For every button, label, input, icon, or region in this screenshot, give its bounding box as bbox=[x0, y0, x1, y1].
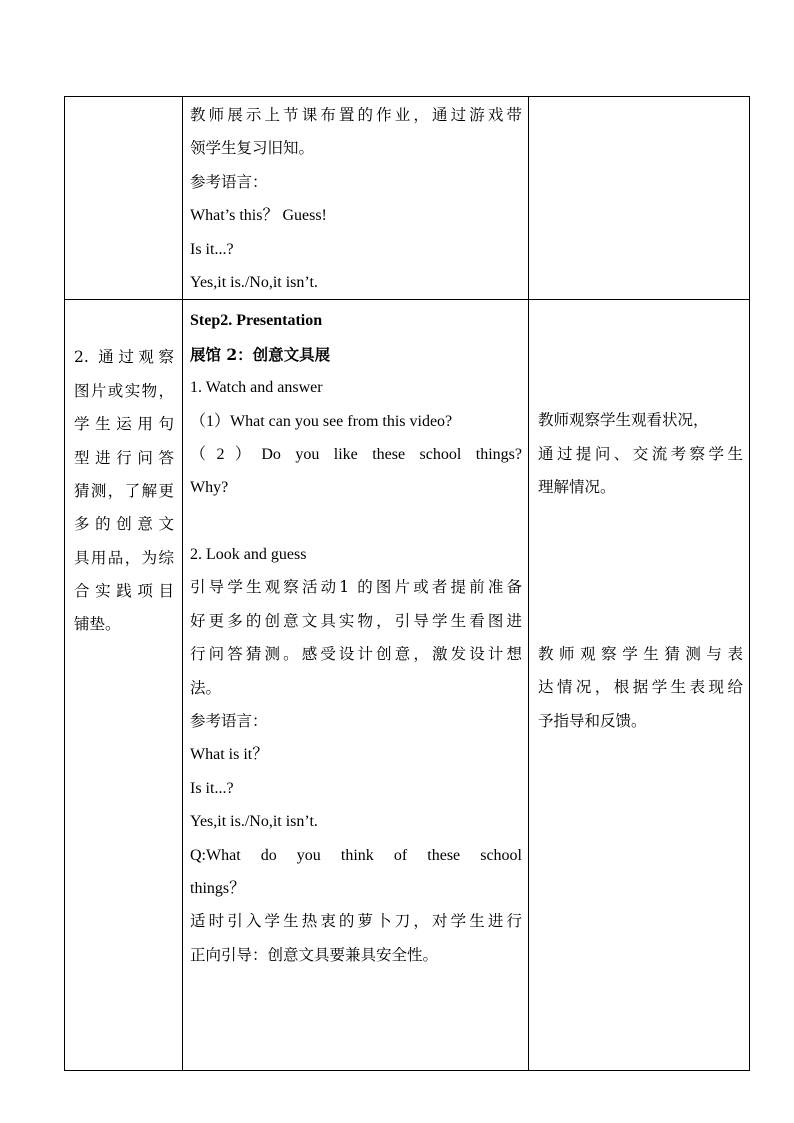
objective-cell bbox=[65, 97, 183, 300]
objective-line: 猜测，了解更 bbox=[74, 481, 174, 500]
activity-line: What’s this？ Guess! bbox=[190, 207, 327, 225]
activity-line: 参考语言： bbox=[190, 172, 268, 191]
blank-line bbox=[190, 505, 522, 538]
objective-line: 2. 通过观察 bbox=[74, 348, 174, 367]
section-title: 1. Watch and answer bbox=[190, 379, 323, 397]
safety-line: 适时引入学生热衷的萝卜刀，对学生进行 bbox=[190, 912, 522, 931]
assessment-line: 予指导和反馈。 bbox=[538, 711, 647, 730]
question-line: Q:What do you think of these school bbox=[190, 846, 522, 864]
lesson-plan-table bbox=[64, 96, 750, 1071]
activity-cell bbox=[183, 300, 529, 1071]
step-title: Step2. Presentation bbox=[190, 312, 323, 330]
guide-line: 法。 bbox=[190, 678, 222, 697]
question-line: （1）What can you see from this video? bbox=[190, 412, 453, 430]
activity-line: 教师展示上节课布置的作业，通过游戏带 bbox=[190, 106, 522, 124]
question-line: （2）Do you like these school things? bbox=[190, 445, 522, 463]
question-line: things？ bbox=[190, 879, 246, 897]
objective-line: 图片或实物， bbox=[74, 381, 174, 400]
assessment-line: 通过提问、交流考察学生 bbox=[538, 444, 743, 463]
activity-cell bbox=[183, 97, 529, 300]
blank-line bbox=[538, 571, 743, 604]
table-row bbox=[65, 97, 750, 300]
guide-line: 好更多的创意文具实物，引导学生看图进 bbox=[190, 611, 522, 630]
reference-line: Is it...? bbox=[190, 779, 234, 797]
objective-line: 具用品，为综 bbox=[74, 548, 174, 567]
assessment-line: 教师观察学生观看状况， bbox=[538, 411, 709, 430]
assessment-line: 教师观察学生猜测与表 bbox=[538, 645, 743, 664]
objective-line: 型进行问答 bbox=[74, 448, 174, 467]
blank-line bbox=[538, 605, 743, 638]
assessment-line: 理解情况。 bbox=[538, 478, 616, 497]
hall-title: 展馆 2：创意文具展 bbox=[190, 344, 331, 364]
reference-label: 参考语言： bbox=[190, 712, 268, 731]
objective-cell bbox=[65, 300, 183, 1071]
assessment-cell bbox=[529, 300, 750, 1071]
assessment-line: 达情况，根据学生表现给 bbox=[538, 678, 743, 697]
objective-line: 学生运用句 bbox=[74, 415, 174, 434]
guide-line: 引导学生观察活动1 的图片或者提前准备 bbox=[190, 578, 522, 597]
activity-line: Is it...? bbox=[190, 240, 234, 258]
objective-line: 铺垫。 bbox=[74, 615, 121, 634]
objective-line: 多的创意文 bbox=[74, 515, 174, 534]
safety-line: 正向引导：创意文具要兼具安全性。 bbox=[190, 945, 439, 964]
blank-line bbox=[538, 505, 743, 538]
table-row bbox=[65, 300, 750, 1071]
reference-line: What is it？ bbox=[190, 746, 269, 764]
blank-line bbox=[538, 538, 743, 571]
section-title: 2. Look and guess bbox=[190, 546, 307, 564]
reference-line: Yes,it is./No,it isn’t. bbox=[190, 813, 318, 831]
objective-line: 合实践项目 bbox=[74, 582, 174, 601]
question-line: Why? bbox=[190, 479, 229, 497]
activity-line: 领学生复习旧知。 bbox=[190, 139, 315, 158]
assessment-cell bbox=[529, 97, 750, 300]
guide-line: 行问答猜测。感受设计创意，激发设计想 bbox=[190, 645, 522, 664]
activity-line: Yes,it is./No,it isn’t. bbox=[190, 273, 318, 291]
